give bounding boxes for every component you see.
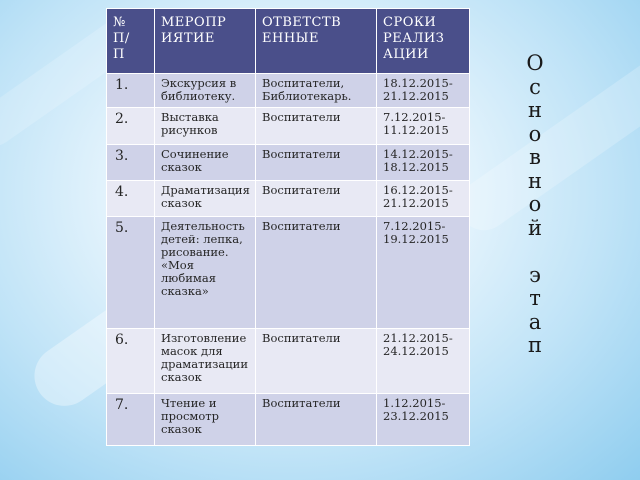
table-row	[107, 108, 470, 145]
title-letter: О	[526, 51, 544, 75]
row-number: 5.	[107, 217, 155, 329]
row-dates: 1.12.2015-23.12.2015	[377, 394, 470, 446]
row-event: Сочинение сказок	[155, 145, 256, 181]
row-number: 4.	[107, 181, 155, 217]
row-responsible: Воспитатели	[256, 145, 377, 181]
title-letter: э	[529, 262, 541, 287]
row-dates: 21.12.2015-24.12.2015	[377, 329, 470, 394]
title-letter: й	[528, 215, 542, 240]
table-row	[107, 329, 470, 394]
row-responsible: Воспитатели	[256, 329, 377, 394]
row-event: Изготовление масок для драматизации сказок	[155, 329, 256, 394]
title-letter: о	[528, 192, 542, 216]
row-dates: 14.12.2015-18.12.2015	[377, 145, 470, 181]
header-number: № П/ П	[107, 9, 155, 74]
table-header-row	[107, 9, 470, 74]
row-event: Чтение и просмотр сказок	[155, 394, 256, 446]
row-dates: 7.12.2015-19.12.2015	[377, 217, 470, 329]
table-row	[107, 145, 470, 181]
title-letter: в	[529, 145, 541, 169]
header-dates: СРОКИ РЕАЛИЗ АЦИИ	[377, 9, 470, 74]
title-letter	[520, 240, 550, 264]
row-responsible: Воспитатели, Библиотекарь.	[256, 74, 377, 108]
row-dates: 18.12.2015-21.12.2015	[377, 74, 470, 108]
row-number: 6.	[107, 329, 155, 394]
header-responsible: ОТВЕТСТВ ЕННЫЕ	[256, 9, 377, 74]
title-letter: с	[529, 74, 541, 99]
title-letter: н	[528, 98, 542, 122]
table-row	[107, 217, 470, 329]
event-plan-table	[106, 8, 470, 446]
row-number: 7.	[107, 394, 155, 446]
title-letter: о	[528, 121, 542, 146]
row-responsible: Воспитатели	[256, 394, 377, 446]
row-number: 1.	[107, 74, 155, 108]
row-event: Выставка рисунков	[155, 108, 256, 145]
header-event: МЕРОПР ИЯТИЕ	[155, 9, 256, 74]
table-row	[107, 74, 470, 108]
row-responsible: Воспитатели	[256, 181, 377, 217]
row-dates: 16.12.2015-21.12.2015	[377, 181, 470, 217]
row-dates: 7.12.2015-11.12.2015	[377, 108, 470, 145]
row-event: Драматизация сказок	[155, 181, 256, 217]
row-event: Экскурсия в библиотеку.	[155, 74, 256, 108]
title-letter: а	[528, 309, 542, 334]
table-row	[107, 394, 470, 446]
row-responsible: Воспитатели	[256, 108, 377, 145]
stage-title-vertical	[520, 52, 550, 358]
title-letter: н	[528, 168, 542, 193]
title-letter: п	[528, 333, 542, 357]
table-row	[107, 181, 470, 217]
row-event: Деятельность детей: лепка, рисование. «Моя любимая сказка»	[155, 217, 256, 329]
row-number: 2.	[107, 108, 155, 145]
title-letter: т	[529, 286, 541, 310]
row-number: 3.	[107, 145, 155, 181]
row-responsible: Воспитатели	[256, 217, 377, 329]
